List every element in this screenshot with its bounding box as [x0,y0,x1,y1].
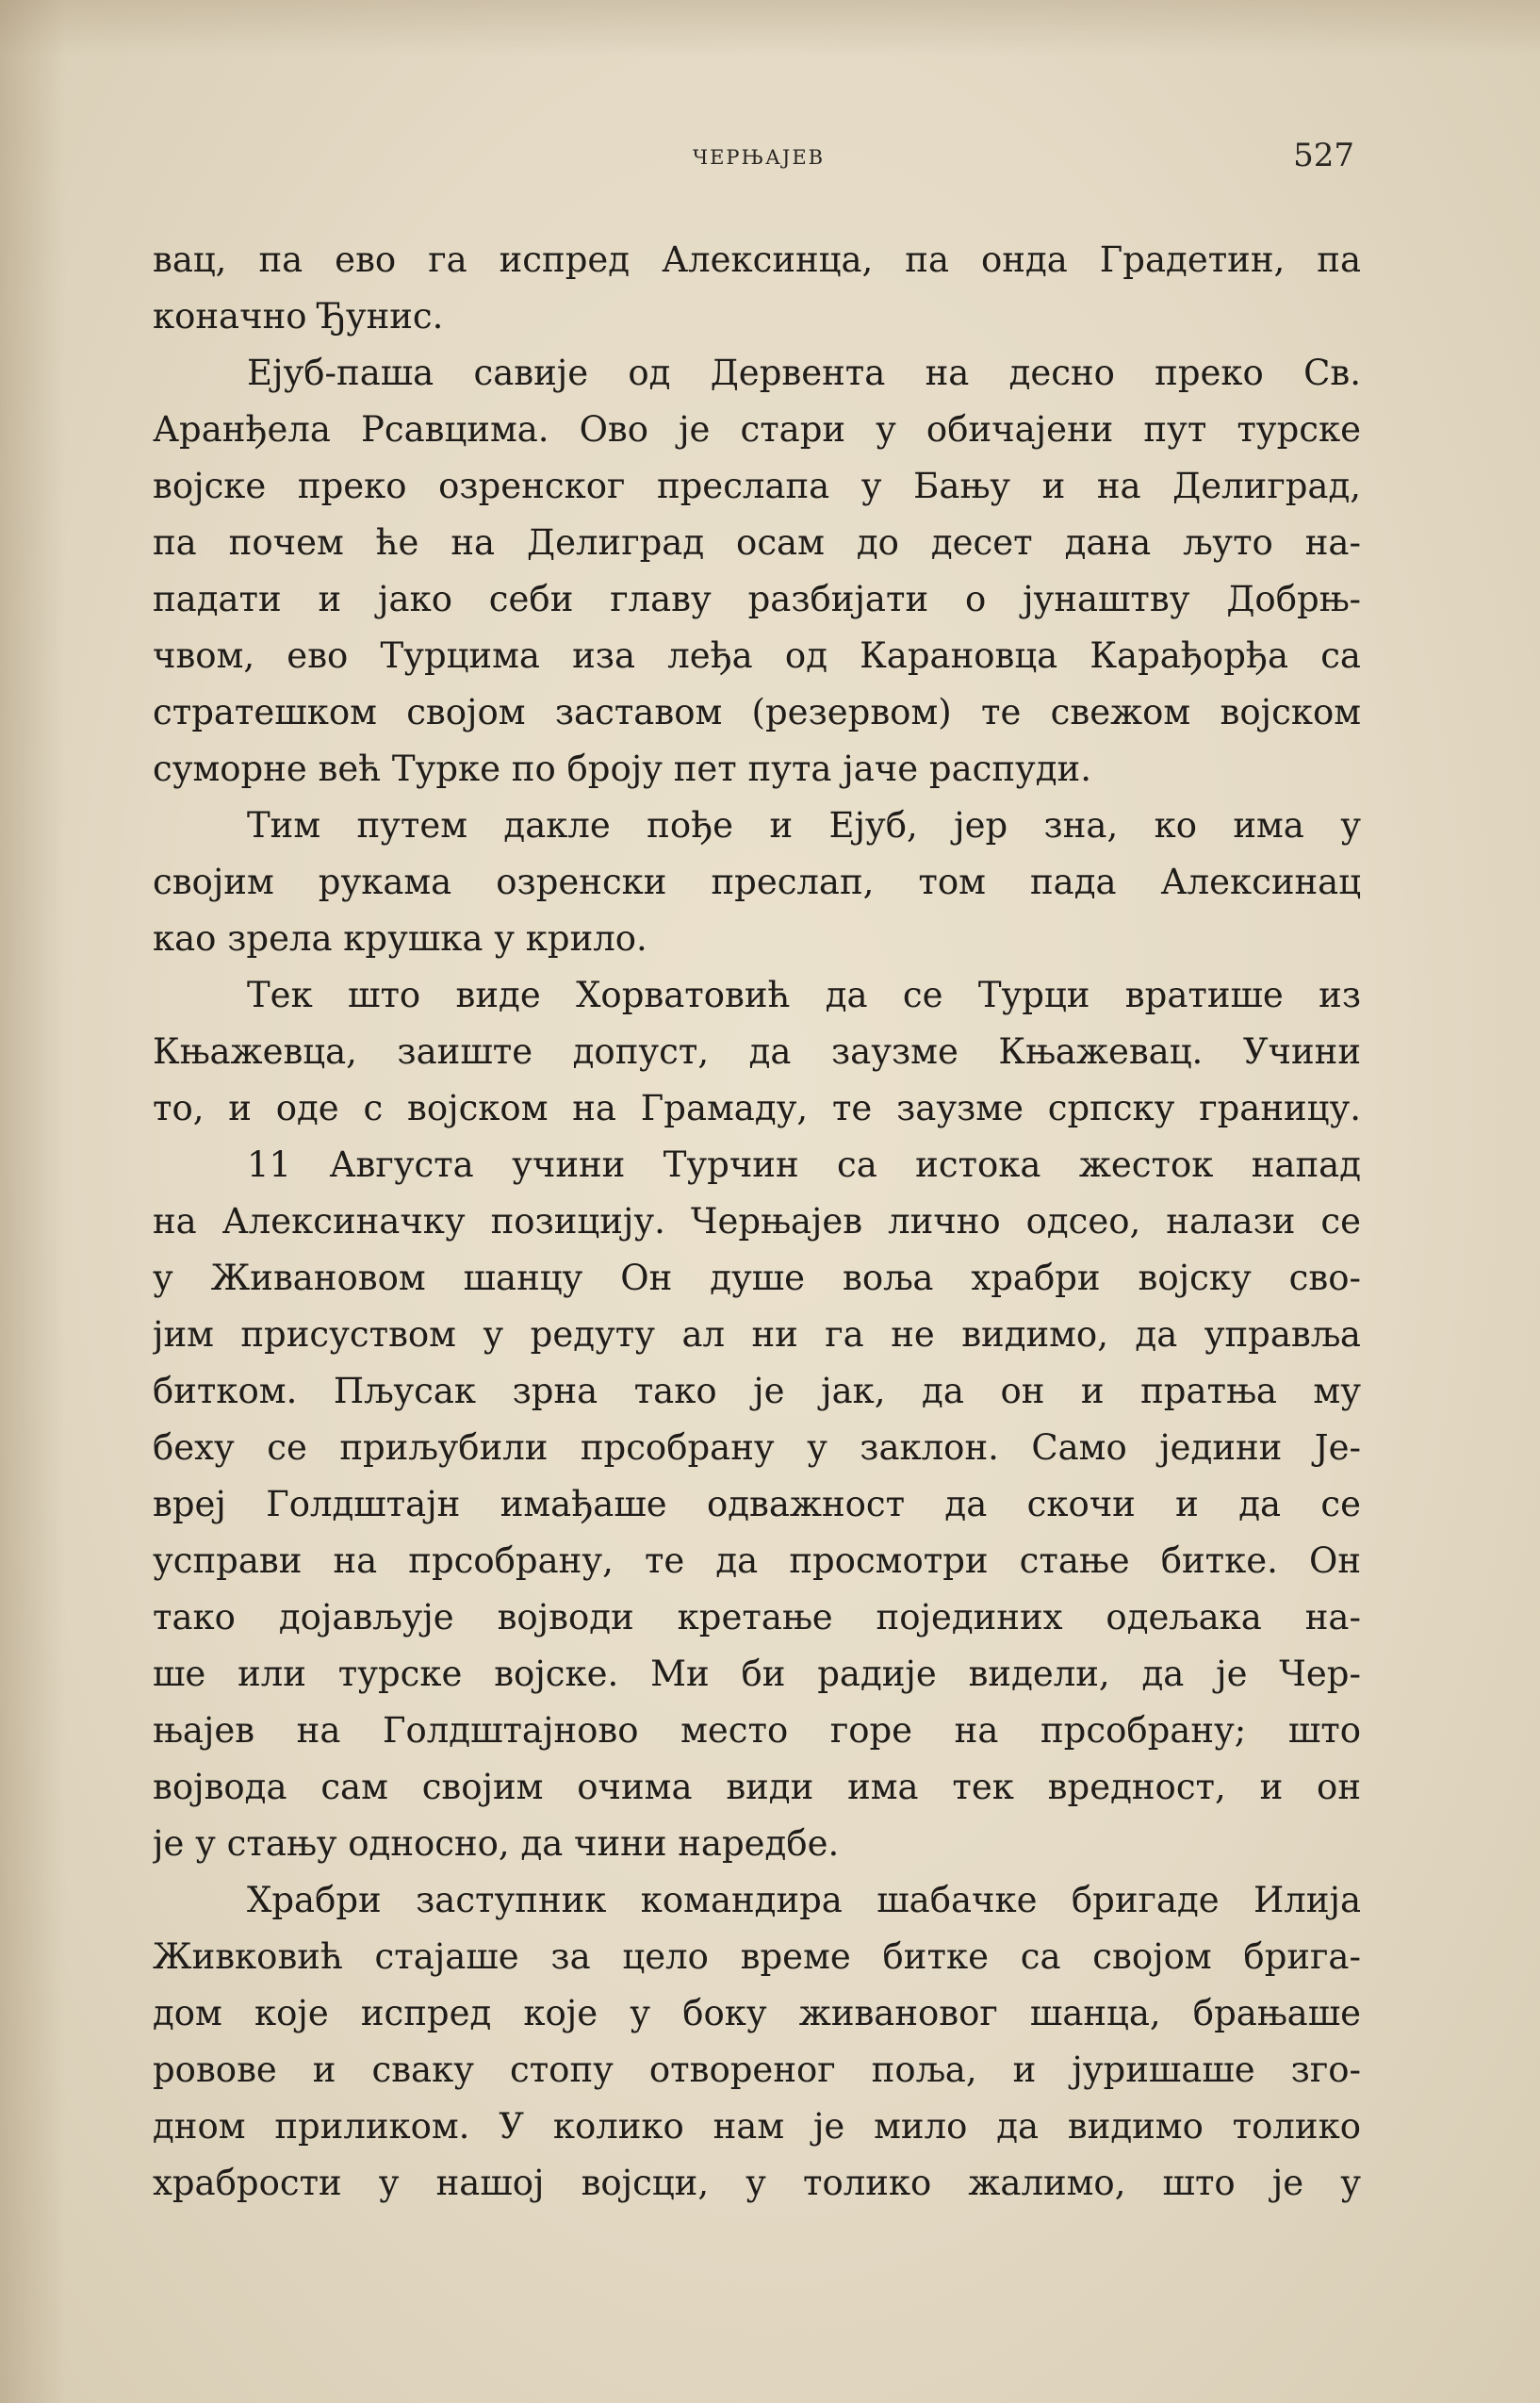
text-line: па почем ће на Делиград осам до десет дана љуто на- [153,522,1361,563]
text-line: ровове и сваку стопу отвореног поља, и јуришаше зго- [153,2049,1361,2090]
text-line: усправи на прсобрану, те да просмотри стање битке. Он [153,1540,1361,1581]
text-line: чвом, ево Турцима иза леђа од Карановца Карађорђа са [153,635,1361,676]
text-line: дом које испред које у боку живановог шанца, брањаше [153,1993,1361,2033]
text-line: вац, па ево га испред Алексинца, па онда Градетин, па [153,239,1361,280]
body-text [153,232,1361,2212]
text-line: стратешком својом заставом (резервом) те свежом војском [153,692,1361,732]
text-line: Тек што виде Хорватовић да се Турци вратише из [247,975,1361,1015]
text-line: 11 Августа учини Турчин са истока жесток напад [247,1144,1361,1185]
text-line: храбрости у нашој војсци, у толико жалимо, што је у [153,2163,1361,2203]
text-line: својим рукама озренски преслап, том пада Алексинац [153,862,1361,902]
text-line: војвода сам својим очима види има тек вредност, и он [153,1767,1361,1807]
text-line: коначно Ђунис. [153,296,444,337]
text-line: њајев на Голдштајново место горе на прсобрану; што [153,1710,1361,1751]
text-line: дном приликом. У колико нам је мило да видимо толико [153,2106,1361,2147]
page-number: 527 [1293,137,1354,174]
text-line: је у стању односно, да чини наредбе. [153,1823,840,1864]
text-line: беху се приљубили прсобрану у заклон. Само једини Је- [153,1427,1361,1468]
text-line: Књажевца, заиште допуст, да заузме Књажевац. Учини [153,1031,1361,1072]
text-line: суморне већ Турке по броју пет пута јаче распуди. [153,749,1091,789]
text-line: падати и јако себи главу разбијати о јунаштву Добрњ- [153,579,1361,619]
text-line: битком. Пљусак зрна тако је јак, да он и пратња му [153,1371,1361,1411]
text-line: Ејуб-паша савије од Дервента на десно преко Св. [247,353,1361,393]
text-line: Тим путем дакле пође и Ејуб, јер зна, ко има у [247,805,1361,846]
text-line: Живковић стајаше за цело време битке са својом брига- [153,1936,1361,1977]
running-title: ЧЕРЊАЈЕВ [692,146,826,169]
text-line: као зрела крушка у крило. [153,918,647,959]
text-line: Аранђела Рсавцима. Ово је стари у обичајени пут турске [153,409,1361,450]
text-line: врej Голдштајн имађаше одважност да скочи и да се [153,1484,1361,1524]
text-line: у Живановом шанцу Он душе воља храбри војску сво- [153,1258,1361,1298]
text-line: Храбри заступник командира шабачке бригаде Илија [247,1880,1361,1920]
text-line: војске преко озренског преслапа у Бању и на Делиград, [153,466,1361,506]
text-line: јим присуством у редуту ал ни га не видимо, да управља [153,1314,1361,1355]
text-line: тако дојављује војводи кретање појединих одељака на- [153,1597,1361,1638]
text-line: то, и оде с војском на Грамаду, те заузме српску границу. [153,1088,1361,1128]
text-line: на Алексиначку позицију. Черњајев лично одсео, налази се [153,1201,1361,1242]
page-header [156,137,1362,184]
text-line: ше или турске војске. Ми би радије видели, да је Чер- [153,1654,1361,1694]
